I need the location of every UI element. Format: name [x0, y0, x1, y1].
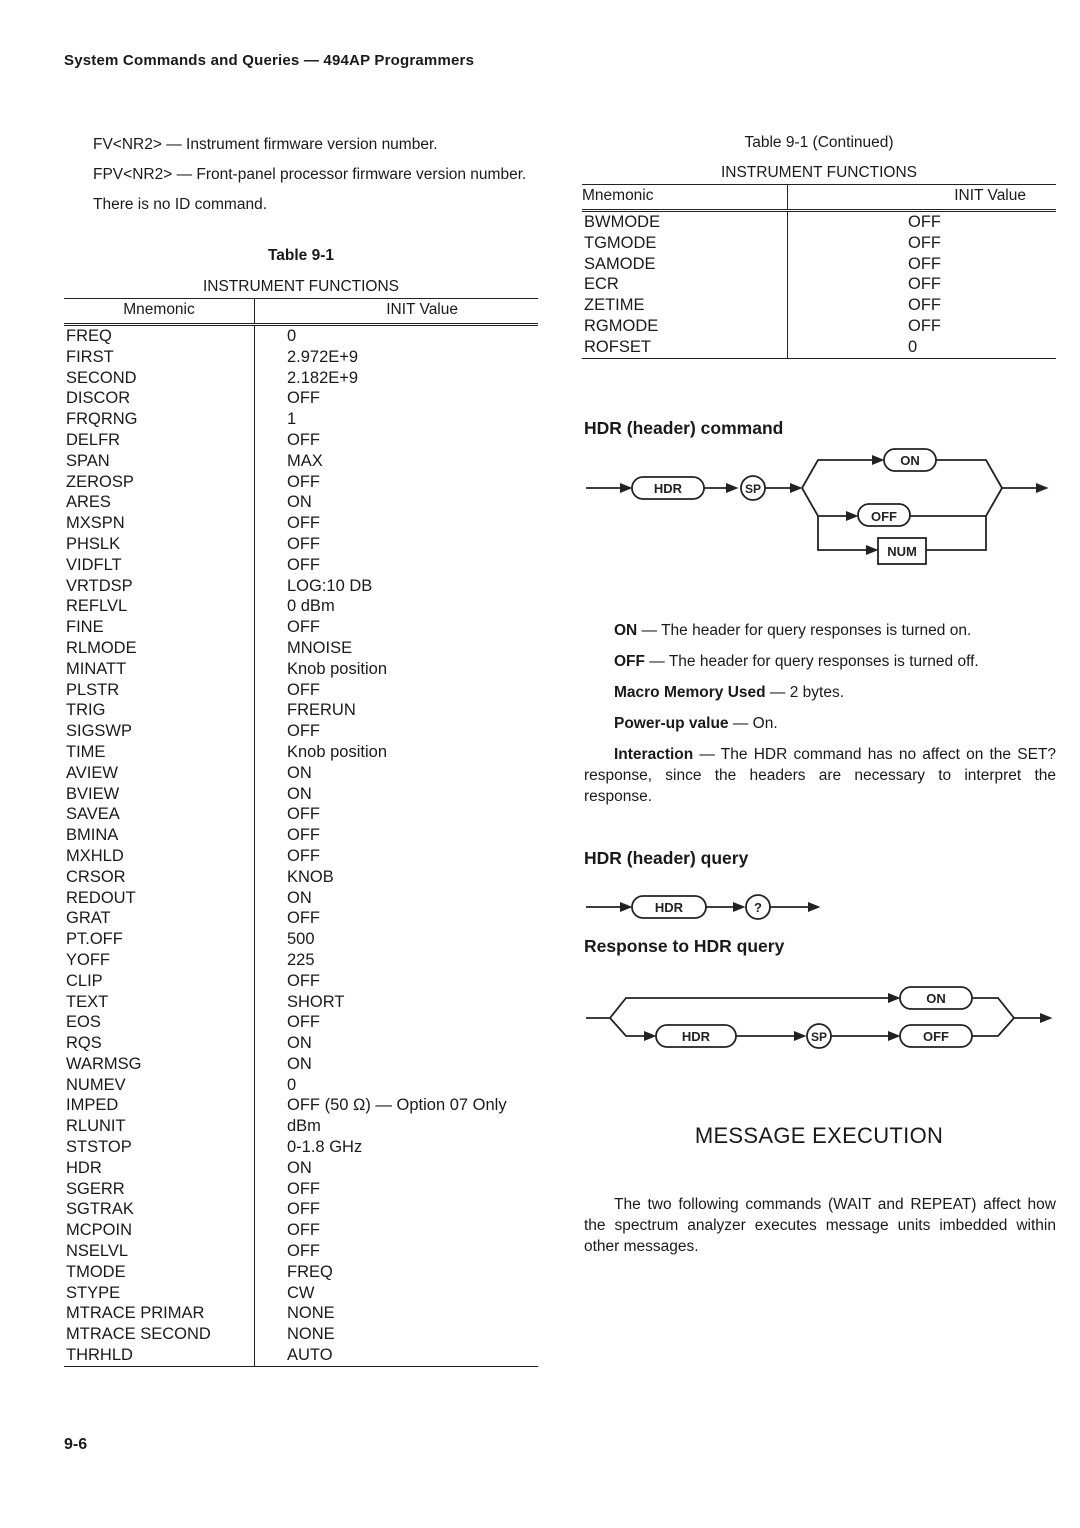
init-value-cell: ON: [287, 1054, 312, 1073]
on-label: ON: [614, 622, 638, 639]
sp-node: SP: [744, 482, 762, 496]
fv-text: — Instrument firmware version number.: [161, 136, 438, 153]
on-desc: [584, 620, 1056, 641]
table-row: [64, 1137, 538, 1158]
mnemonic-cell: SGTRAK: [64, 1199, 255, 1220]
table-row: [64, 472, 538, 493]
table-row: [64, 617, 538, 638]
mnemonic-cell: TEXT: [64, 992, 255, 1013]
macro-text: — 2 bytes.: [765, 684, 845, 701]
init-value-cell: OFF: [287, 1221, 320, 1240]
mnemonic-cell: IMPED: [64, 1095, 255, 1116]
intro-block: [64, 134, 538, 215]
table-row: [64, 1075, 538, 1096]
off-desc: [584, 651, 1056, 672]
instrument-functions-table: [64, 298, 538, 1367]
on-text: — The header for query responses is turned on.: [637, 622, 972, 639]
fpv-term: FPV<NR2>: [93, 166, 173, 183]
init-value-cell: OFF: [287, 430, 320, 449]
sp-node: SP: [810, 1030, 828, 1044]
init-value-cell: NONE: [287, 1325, 335, 1344]
table-row: [64, 1345, 538, 1366]
interaction-text: — The HDR command has no affect on the SET? response, since the headers are necessary to interpret the response.: [584, 746, 1056, 805]
num-node: NUM: [887, 544, 917, 559]
table-row: [582, 337, 1056, 358]
table-row: [64, 1303, 538, 1324]
hdr-response-syntax-diagram: [582, 976, 1056, 1056]
table-row: [64, 721, 538, 742]
mnemonic-cell: NSELVL: [64, 1241, 255, 1262]
table-row: [582, 254, 1056, 275]
init-value-cell: OFF: [908, 296, 941, 315]
init-value-cell: 0: [788, 337, 1057, 358]
table-row: [64, 409, 538, 430]
powerup-label: Power-up value: [614, 715, 729, 732]
mnemonic-cell: MINATT: [64, 659, 255, 680]
table-row: [64, 576, 538, 597]
fv-line: [64, 134, 538, 155]
table-title: INSTRUMENT FUNCTIONS: [202, 278, 400, 295]
table-cont-caption: Table 9-1 (Continued): [744, 134, 894, 151]
table-row: [64, 971, 538, 992]
mnemonic-cell: FRQRNG: [64, 409, 255, 430]
init-value-cell: OFF: [287, 1013, 320, 1032]
init-value-cell: OFF: [287, 722, 320, 741]
table-row: [64, 742, 538, 763]
mnemonic-cell: RLMODE: [64, 638, 255, 659]
mnemonic-cell: FREQ: [64, 325, 255, 347]
interaction-label: Interaction: [614, 746, 694, 763]
init-value-cell: ON: [287, 763, 312, 782]
init-value-cell: 0: [287, 327, 297, 345]
init-value-cell: OFF: [287, 846, 320, 865]
instrument-functions-table-continued: [582, 184, 1056, 359]
off-node: OFF: [923, 1029, 949, 1044]
table-row: [64, 804, 538, 825]
table-row: [64, 388, 538, 409]
table-row: [64, 1324, 538, 1345]
init-value-cell: MNOISE: [287, 638, 353, 657]
fpv-line: [64, 164, 538, 185]
table-row: [64, 555, 538, 576]
init-value-cell: OFF: [287, 389, 320, 408]
init-value-cell: OFF: [908, 213, 941, 231]
hdr-node: HDR: [653, 481, 683, 496]
table-row: [64, 451, 538, 472]
mnemonic-cell: DISCOR: [64, 388, 255, 409]
table-row: [582, 295, 1056, 316]
init-value-cell: OFF: [287, 826, 320, 845]
mnemonic-cell: CLIP: [64, 971, 255, 992]
init-value-cell: OFF: [287, 805, 320, 824]
table-row: [64, 1054, 538, 1075]
table-row: [64, 347, 538, 368]
table-row: [64, 492, 538, 513]
mnemonic-cell: AVIEW: [64, 763, 255, 784]
table-row: [64, 992, 538, 1013]
off-text: — The header for query responses is turned off.: [645, 653, 979, 670]
col-mnemonic: Mnemonic: [64, 299, 255, 325]
mnemonic-cell: MTRACE SECOND: [64, 1324, 255, 1345]
init-value-cell: ON: [287, 1158, 312, 1177]
init-value-cell: OFF: [287, 514, 320, 533]
init-value-cell: OFF: [908, 316, 941, 335]
init-value-cell: OFF: [287, 472, 320, 491]
table-row: [64, 638, 538, 659]
table-row: [64, 1179, 538, 1200]
init-value-cell: CW: [287, 1283, 315, 1302]
page-header: System Commands and Queries — 494AP Programmers: [64, 52, 475, 69]
mnemonic-cell: GRAT: [64, 908, 255, 929]
init-value-cell: OFF: [287, 534, 320, 553]
mnemonic-cell: SAMODE: [582, 254, 788, 275]
table-row: [64, 534, 538, 555]
mnemonic-cell: BWMODE: [582, 211, 788, 233]
mnemonic-cell: FIRST: [64, 347, 255, 368]
init-value-cell: 1: [287, 410, 297, 429]
init-value-cell: 0-1.8 GHz: [287, 1138, 363, 1157]
mnemonic-cell: PT.OFF: [64, 929, 255, 950]
mnemonic-cell: WARMSG: [64, 1054, 255, 1075]
init-value-cell: 0 dBm: [287, 597, 335, 616]
mnemonic-cell: RLUNIT: [64, 1116, 255, 1137]
mnemonic-cell: TGMODE: [582, 233, 788, 254]
hdr-command-heading: HDR (header) command: [584, 418, 784, 438]
init-value-cell: OFF: [908, 233, 941, 252]
mnemonic-cell: REFLVL: [64, 596, 255, 617]
mnemonic-cell: PHSLK: [64, 534, 255, 555]
init-value-cell: KNOB: [287, 867, 334, 886]
on-node: ON: [926, 991, 946, 1006]
macro-desc: [584, 682, 1056, 703]
init-value-cell: ON: [287, 888, 312, 907]
table-row: [582, 316, 1056, 337]
table-cont-title: INSTRUMENT FUNCTIONS: [720, 164, 918, 181]
init-value-cell: 0: [287, 1075, 297, 1094]
table-row: [64, 1158, 538, 1179]
table-row: [582, 233, 1056, 254]
mnemonic-cell: ZETIME: [582, 295, 788, 316]
init-value-cell: AUTO: [255, 1345, 539, 1366]
table-row: [64, 846, 538, 867]
table-row: [64, 1116, 538, 1137]
init-value-cell: LOG:10 DB: [287, 576, 373, 595]
mnemonic-cell: SECOND: [64, 368, 255, 389]
hdr-command-syntax-diagram: [582, 440, 1056, 580]
init-value-cell: OFF: [908, 275, 941, 294]
mnemonic-cell: SPAN: [64, 451, 255, 472]
mnemonic-cell: STYPE: [64, 1283, 255, 1304]
powerup-text: — On.: [728, 715, 778, 732]
col-init-value: INIT Value: [788, 185, 1057, 211]
hdr-node: HDR: [654, 900, 684, 915]
hdr-command-description: [584, 620, 1056, 807]
message-execution-heading: MESSAGE EXECUTION: [694, 1123, 944, 1148]
table-row: [64, 680, 538, 701]
table-row: [64, 659, 538, 680]
off-label: OFF: [614, 653, 645, 670]
init-value-cell: OFF: [287, 680, 320, 699]
table-row: [64, 1095, 538, 1116]
table-row: [582, 274, 1056, 295]
mnemonic-cell: CRSOR: [64, 867, 255, 888]
mnemonic-cell: REDOUT: [64, 888, 255, 909]
page-number: 9-6: [64, 1436, 88, 1453]
table-row: [64, 1283, 538, 1304]
message-execution-text: The two following commands (WAIT and REPEAT) affect how the spectrum analyzer executes message units imbedded within other messages.: [584, 1196, 1056, 1255]
fv-term: FV<NR2>: [93, 136, 162, 153]
interaction-desc: [584, 744, 1056, 807]
mnemonic-cell: MXHLD: [64, 846, 255, 867]
mnemonic-cell: RGMODE: [582, 316, 788, 337]
table-row: [64, 430, 538, 451]
init-value-cell: OFF: [287, 971, 320, 990]
table-row: [64, 1220, 538, 1241]
hdr-query-heading: HDR (header) query: [584, 848, 749, 868]
off-node: OFF: [871, 509, 897, 524]
table-row: [582, 211, 1056, 233]
mnemonic-cell: SAVEA: [64, 804, 255, 825]
init-value-cell: 500: [287, 930, 315, 949]
mnemonic-cell: HDR: [64, 1158, 255, 1179]
mnemonic-cell: MTRACE PRIMAR: [64, 1303, 255, 1324]
init-value-cell: ON: [287, 493, 312, 512]
init-value-cell: ON: [287, 784, 312, 803]
mnemonic-cell: VRTDSP: [64, 576, 255, 597]
table-row: [64, 325, 538, 347]
mnemonic-cell: PLSTR: [64, 680, 255, 701]
table-row: [64, 596, 538, 617]
init-value-cell: 2.972E+9: [287, 347, 359, 366]
no-id-line: There is no ID command.: [93, 196, 268, 213]
table-row: [64, 763, 538, 784]
table-row: [64, 1033, 538, 1054]
col-init-value: INIT Value: [255, 299, 539, 325]
question-node: ?: [754, 900, 762, 915]
init-value-cell: MAX: [287, 451, 323, 470]
init-value-cell: 2.182E+9: [287, 368, 359, 387]
mnemonic-cell: YOFF: [64, 950, 255, 971]
mnemonic-cell: BMINA: [64, 825, 255, 846]
table-row: [64, 700, 538, 721]
table-row: [64, 1012, 538, 1033]
mnemonic-cell: ROFSET: [582, 337, 788, 358]
table-row: [64, 888, 538, 909]
init-value-cell: Knob position: [287, 659, 387, 678]
mnemonic-cell: MCPOIN: [64, 1220, 255, 1241]
table-row: [64, 950, 538, 971]
macro-label: Macro Memory Used: [614, 684, 766, 701]
mnemonic-cell: TMODE: [64, 1262, 255, 1283]
init-value-cell: OFF (50 Ω) — Option 07 Only: [287, 1096, 507, 1115]
init-value-cell: NONE: [287, 1304, 335, 1323]
table-caption: Table 9-1: [267, 247, 335, 264]
mnemonic-cell: THRHLD: [64, 1345, 255, 1366]
table-row: [64, 513, 538, 534]
mnemonic-cell: STSTOP: [64, 1137, 255, 1158]
mnemonic-cell: ZEROSP: [64, 472, 255, 493]
mnemonic-cell: ECR: [582, 274, 788, 295]
table-row: [64, 368, 538, 389]
mnemonic-cell: NUMEV: [64, 1075, 255, 1096]
init-value-cell: Knob position: [287, 742, 387, 761]
init-value-cell: OFF: [908, 254, 941, 273]
hdr-query-syntax-diagram: [582, 888, 842, 928]
init-value-cell: OFF: [287, 1179, 320, 1198]
mnemonic-cell: MXSPN: [64, 513, 255, 534]
powerup-desc: [584, 713, 1056, 734]
mnemonic-cell: FINE: [64, 617, 255, 638]
init-value-cell: OFF: [287, 555, 320, 574]
table-row: [64, 1199, 538, 1220]
init-value-cell: OFF: [287, 618, 320, 637]
init-value-cell: OFF: [287, 1200, 320, 1219]
init-value-cell: SHORT: [287, 992, 345, 1011]
mnemonic-cell: TRIG: [64, 700, 255, 721]
mnemonic-cell: EOS: [64, 1012, 255, 1033]
table-row: [64, 825, 538, 846]
mnemonic-cell: SIGSWP: [64, 721, 255, 742]
mnemonic-cell: TIME: [64, 742, 255, 763]
table-row: [64, 1241, 538, 1262]
init-value-cell: 225: [287, 950, 315, 969]
init-value-cell: OFF: [287, 1242, 320, 1261]
init-value-cell: FRERUN: [287, 701, 356, 720]
table-row: [64, 784, 538, 805]
table-row: [64, 908, 538, 929]
hdr-node: HDR: [681, 1029, 711, 1044]
fpv-text: — Front-panel processor firmware version number.: [172, 166, 527, 183]
mnemonic-cell: BVIEW: [64, 784, 255, 805]
mnemonic-cell: VIDFLT: [64, 555, 255, 576]
init-value-cell: ON: [287, 1034, 312, 1053]
col-mnemonic: Mnemonic: [582, 185, 788, 211]
on-node: ON: [900, 453, 920, 468]
mnemonic-cell: DELFR: [64, 430, 255, 451]
mnemonic-cell: RQS: [64, 1033, 255, 1054]
init-value-cell: dBm: [287, 1117, 321, 1136]
table-row: [64, 867, 538, 888]
mnemonic-cell: ARES: [64, 492, 255, 513]
table-row: [64, 929, 538, 950]
hdr-response-heading: Response to HDR query: [584, 936, 785, 956]
init-value-cell: OFF: [287, 909, 320, 928]
mnemonic-cell: SGERR: [64, 1179, 255, 1200]
init-value-cell: FREQ: [287, 1262, 333, 1281]
table-row: [64, 1262, 538, 1283]
